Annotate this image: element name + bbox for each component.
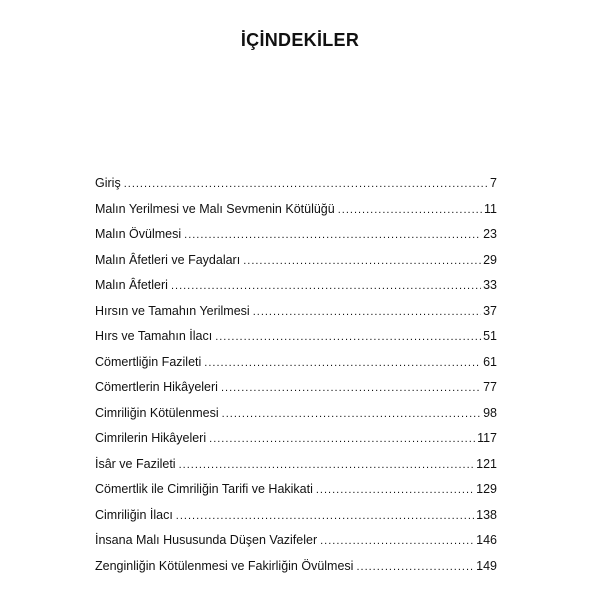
toc-leader-dots: [209, 429, 475, 449]
toc-entry-title: Cömertlerin Hikâyeleri: [95, 380, 218, 394]
toc-entry-title: Malın Övülmesi: [95, 227, 182, 241]
toc-entry-title: İnsana Malı Hususunda Düşen Vazifeler: [95, 533, 318, 547]
toc-leader-dots: [184, 225, 481, 245]
toc-entry-title: Hırs ve Tamahın İlacı: [95, 329, 213, 343]
toc-entry: [95, 454, 497, 480]
toc-entry-page: 149: [476, 558, 497, 573]
toc-entry: [95, 352, 497, 378]
toc-entry: [95, 556, 497, 582]
toc-leader-dots: [124, 174, 488, 194]
toc-leader-dots: [222, 404, 481, 424]
toc-entry-title: Malın Yerilmesi ve Malı Sevmenin Kötülüğü: [95, 201, 335, 216]
toc-entry: [95, 479, 497, 505]
toc-entry-title: Malın Âfetleri ve Faydaları: [95, 252, 241, 267]
toc-entry-title: Hırsın ve Tamahın Yerilmesi: [95, 303, 250, 318]
toc-entry: [95, 377, 497, 403]
toc-entry: [95, 275, 497, 301]
toc-entry: [95, 403, 497, 429]
toc-entry-page: 77: [483, 380, 497, 394]
table-of-contents: [95, 173, 497, 581]
toc-leader-dots: [176, 506, 474, 526]
toc-entry: [95, 505, 497, 531]
toc-entry-page: 121: [476, 456, 497, 471]
toc-entry-title: Cimriliğin Kötülenmesi: [95, 405, 219, 420]
toc-entry-page: 98: [483, 405, 497, 420]
toc-entry-page: 33: [483, 278, 497, 292]
toc-leader-dots: [221, 378, 481, 398]
toc-entry-page: 138: [476, 507, 497, 522]
page-title: İÇİNDEKİLER: [240, 30, 360, 51]
toc-leader-dots: [320, 531, 474, 551]
toc-leader-dots: [204, 353, 481, 373]
toc-entry: [95, 428, 497, 454]
toc-leader-dots: [253, 302, 481, 322]
toc-entry-page: 11: [484, 201, 497, 216]
toc-entry-title: Giriş: [95, 176, 121, 190]
toc-leader-dots: [356, 557, 474, 577]
toc-entry: [95, 530, 497, 556]
toc-leader-dots: [171, 276, 481, 296]
toc-entry: [95, 250, 497, 276]
toc-entry-title: Cömertlik ile Cimriliğin Tarifi ve Hakikati: [95, 482, 313, 496]
toc-entry-page: 61: [483, 354, 497, 369]
toc-leader-dots: [338, 200, 482, 220]
toc-entry-page: 117: [477, 431, 497, 445]
toc-entry: [95, 173, 497, 199]
toc-entry-title: Cömertliğin Fazileti: [95, 354, 202, 369]
toc-entry-title: İsâr ve Fazileti: [95, 456, 176, 471]
toc-entry-title: Zenginliğin Kötülenmesi ve Fakirliğin Övülmesi: [95, 558, 354, 573]
toc-entry-page: 146: [476, 533, 497, 547]
toc-leader-dots: [215, 327, 481, 347]
toc-leader-dots: [316, 480, 474, 500]
toc-entry: [95, 301, 497, 327]
toc-entry-page: 129: [476, 482, 497, 496]
toc-entry-page: 37: [483, 303, 497, 318]
toc-entry: [95, 224, 497, 250]
toc-entry: [95, 199, 497, 225]
toc-entry: [95, 326, 497, 352]
toc-entry-page: 51: [483, 329, 497, 343]
toc-entry-title: Cimrilerin Hikâyeleri: [95, 431, 207, 445]
toc-entry-page: 7: [490, 176, 497, 190]
toc-entry-page: 29: [483, 252, 497, 267]
toc-entry-title: Malın Âfetleri: [95, 278, 168, 292]
toc-entry-page: 23: [483, 227, 497, 241]
toc-leader-dots: [179, 455, 475, 475]
toc-leader-dots: [243, 251, 481, 271]
toc-entry-title: Cimriliğin İlacı: [95, 507, 173, 522]
